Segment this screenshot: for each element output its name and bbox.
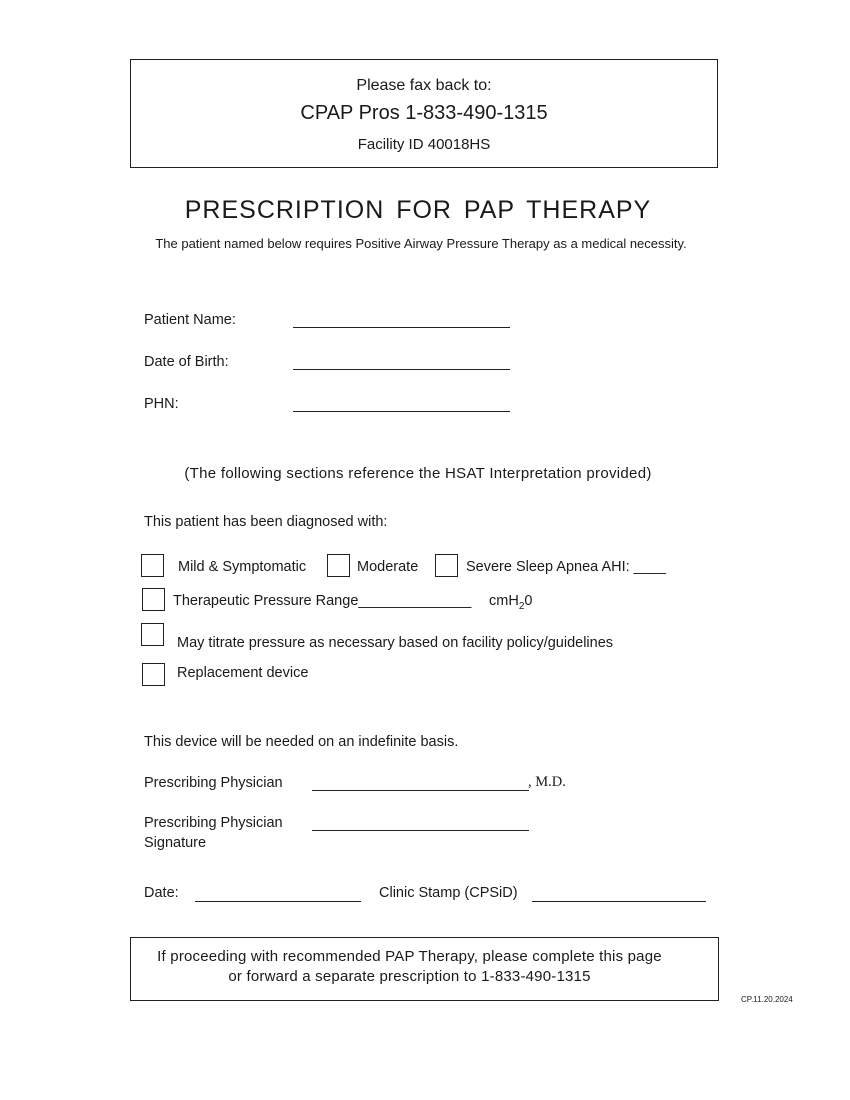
facility-id: Facility ID 40018HS	[357, 136, 491, 153]
pressure-unit: cmH$_2$0	[489, 593, 533, 612]
date-of-birth-label: Date of Birth:	[144, 354, 229, 370]
therapeutic-pressure-label: Therapeutic Pressure Range______________	[173, 593, 472, 609]
fax-company-number: CPAP Pros 1-833-490-1315	[300, 102, 548, 124]
patient-name-field[interactable]	[293, 327, 510, 328]
therapeutic-pressure-checkbox[interactable]	[142, 588, 165, 611]
page-subtitle: The patient named below requires Positive Airway Pressure Therapy as a medical necessity.	[155, 236, 687, 251]
clinic-stamp-label: Clinic Stamp (CPSiD)	[379, 885, 518, 901]
physician-signature-label-1: Prescribing Physician	[144, 815, 283, 831]
fax-back-box	[130, 59, 718, 168]
replacement-device-label: Replacement device	[177, 665, 309, 681]
moderate-checkbox[interactable]	[327, 554, 350, 577]
phn-field[interactable]	[293, 411, 510, 412]
severe-sleep-apnea-checkbox[interactable]	[435, 554, 458, 577]
prescribing-physician-label: Prescribing Physician	[144, 775, 283, 791]
footer-line-2: or forward a separate prescription to 1-833-490-1315	[228, 968, 591, 985]
hsat-note: (The following sections reference the HSAT Interpretation provided)	[184, 465, 652, 482]
moderate-label: Moderate	[357, 559, 419, 575]
severe-sleep-apnea-label: Severe Sleep Apnea AHI: ____	[466, 559, 666, 575]
date-of-birth-field[interactable]	[293, 369, 510, 370]
phn-label: PHN:	[144, 396, 179, 412]
titrate-pressure-checkbox[interactable]	[141, 623, 164, 646]
physician-signature-label-2: Signature	[144, 835, 207, 851]
footer-line-1: If proceeding with recommended PAP Therapy, please complete this page	[157, 948, 662, 965]
physician-signature-field[interactable]	[312, 830, 529, 831]
footer-instruction-box	[130, 937, 719, 1001]
replacement-device-checkbox[interactable]	[142, 663, 165, 686]
mild-symptomatic-label: Mild & Symptomatic	[178, 559, 307, 575]
page-title: PRESCRIPTION FOR PAP THERAPY	[184, 196, 652, 224]
prescribing-physician-field[interactable]	[312, 790, 529, 791]
indefinite-basis-note: This device will be needed on an indefinite basis.	[144, 734, 459, 750]
titrate-pressure-label: May titrate pressure as necessary based on facility policy/guidelines	[177, 635, 614, 651]
clinic-stamp-field[interactable]	[532, 901, 706, 902]
patient-name-label: Patient Name:	[144, 312, 236, 328]
md-suffix: , M.D.	[528, 774, 566, 790]
mild-symptomatic-checkbox[interactable]	[141, 554, 164, 577]
diagnosis-intro: This patient has been diagnosed with:	[144, 514, 388, 530]
fax-prompt: Please fax back to:	[356, 77, 492, 94]
date-field[interactable]	[195, 901, 361, 902]
date-label: Date:	[144, 885, 179, 901]
form-version: CP.11.20.2024	[741, 995, 793, 1004]
